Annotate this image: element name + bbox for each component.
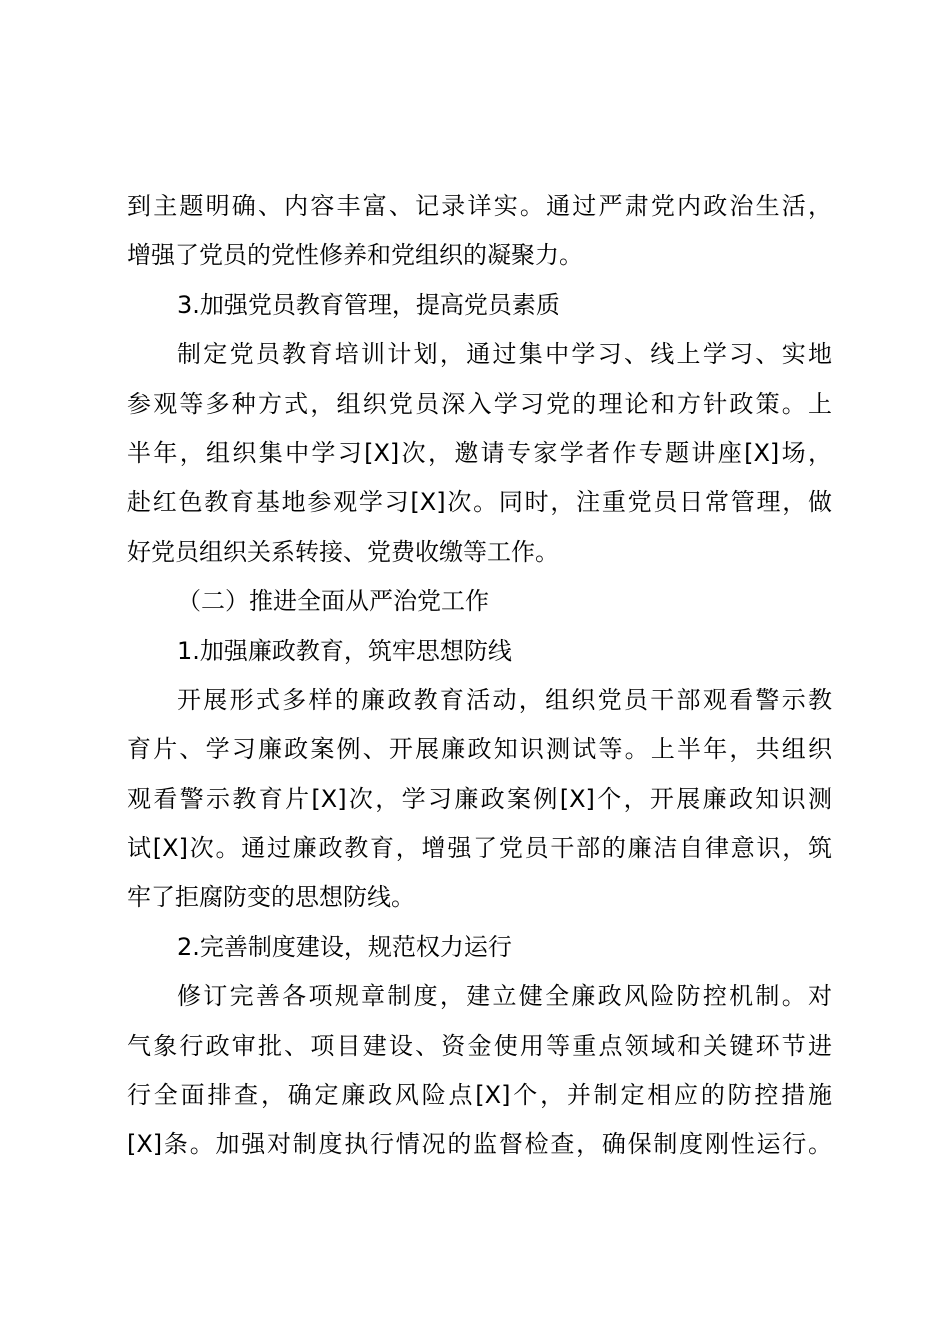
paragraph-line: 到主题明确、内容丰富、记录详实。通过严肃党内政治生活， [127, 192, 832, 220]
paragraph-line: 半年，组织集中学习[X]次，邀请专家学者作专题讲座[X]场， [127, 438, 832, 467]
paragraph-line: 增强了党员的党性修养和党组织的凝聚力。 [127, 241, 583, 270]
paragraph-line: 育片、学习廉政案例、开展廉政知识测试等。上半年，共组织 [127, 735, 832, 764]
document-body [127, 182, 832, 1170]
paragraph-line: 好党员组织关系转接、党费收缴等工作。 [127, 537, 559, 566]
paragraph-line: 开展形式多样的廉政教育活动，组织党员干部观看警示教 [177, 685, 832, 714]
paragraph-line: 行全面排查，确定廉政风险点[X]个，并制定相应的防控措施 [127, 1081, 832, 1110]
paragraph-line: 赴红色教育基地参观学习[X]次。同时，注重党员日常管理，做 [127, 488, 832, 517]
subsection-heading: 1.加强廉政教育，筑牢思想防线 [177, 636, 512, 665]
paragraph-line: 观看警示教育片[X]次，学习廉政案例[X]个，开展廉政知识测 [127, 784, 832, 813]
paragraph-line: 参观等多种方式，组织党员深入学习党的理论和方针政策。上 [127, 389, 832, 418]
paragraph-line: 修订完善各项规章制度，建立健全廉政风险防控机制。对 [177, 982, 832, 1011]
section-heading: 3.加强党员教育管理，提高党员素质 [177, 290, 560, 319]
paragraph-line: [X]条。加强对制度执行情况的监督检查，确保制度刚性运行。 [127, 1130, 832, 1159]
paragraph-line: 制定党员教育培训计划，通过集中学习、线上学习、实地 [177, 340, 832, 369]
paragraph-line: 牢了拒腐防变的思想防线。 [127, 883, 415, 912]
subsection-heading: 2.完善制度建设，规范权力运行 [177, 932, 512, 961]
paragraph-line: 气象行政审批、项目建设、资金使用等重点领域和关键环节进 [127, 1031, 832, 1060]
paragraph-line: 试[X]次。通过廉政教育，增强了党员干部的廉洁自律意识，筑 [127, 834, 832, 863]
section-heading: （二）推进全面从严治党工作 [177, 587, 489, 616]
